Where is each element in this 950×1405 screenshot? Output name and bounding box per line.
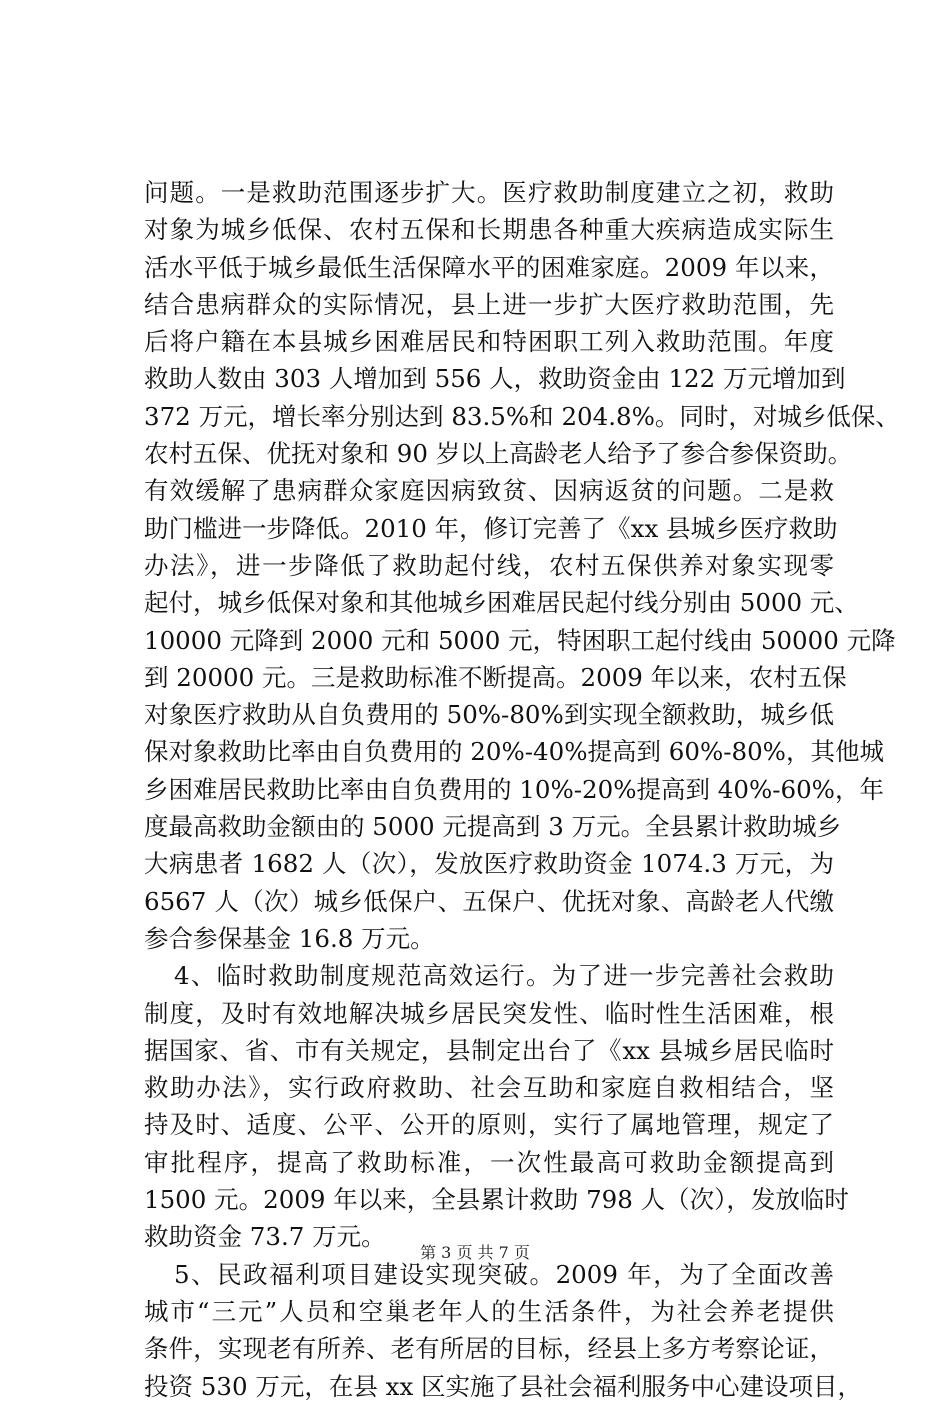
text-line: 6567 人（次）城乡低保户、五保户、优抚对象、高龄老人代缴 [144,886,834,916]
text-line: 制度，及时有效地解决城乡居民突发性、临时性生活困难，根 [144,998,834,1028]
text-line: 到 20000 元。三是救助标准不断提高。2009 年以来，农村五保 [144,662,847,692]
text-line: 10000 元降到 2000 元和 5000 元，特困职工起付线由 50000 元降 [144,625,896,655]
text-line: 对象为城乡低保、农村五保和长期患各种重大疾病造成实际生 [144,215,834,245]
text-line: 城市“三元”人员和空巢老年人的生活条件，为社会养老提供 [144,1296,834,1326]
text-line: 救助办法》，实行政府救助、社会互助和家庭自救相结合，坚 [144,1073,834,1103]
text-line: 372 万元，增长率分别达到 83.5%和 204.8%。同时，对城乡低保、 [144,401,900,431]
text-line: 起付，城乡低保对象和其他城乡困难居民起付线分别由 5000 元、 [144,588,859,618]
paragraph-start-line: 5、民政福利项目建设实现突破。2009 年，为了全面改善 [174,1259,834,1289]
text-line: 大病患者 1682 人（次），发放医疗救助资金 1074.3 万元，为 [144,849,834,879]
text-line: 结合患病群众的实际情况，县上进一步扩大医疗救助范围，先 [144,289,834,319]
text-line: 1500 元。2009 年以来，全县累计救助 798 人（次），发放临时 [144,1185,849,1215]
text-line: 救助人数由 303 人增加到 556 人，救助资金由 122 万元增加到 [144,364,846,394]
text-line: 乡困难居民救助比率由自负费用的 10%-20%提高到 40%-60%，年 [144,774,884,804]
text-line: 后将户籍在本县城乡困难居民和特困职工列入救助范围。年度 [144,327,834,357]
paragraph-start-line: 4、临时救助制度规范高效运行。为了进一步完善社会救助 [174,961,834,991]
text-line: 对象医疗救助从自负费用的 50%-80%到实现全额救助，城乡低 [144,700,834,730]
text-line: 投资 530 万元，在县 xx 区实施了县社会福利服务中心建设项目， [144,1371,863,1401]
text-line: 条件，实现老有所养、老有所居的目标，经县上多方考察论证， [144,1334,834,1364]
text-line: 助门槛进一步降低。2010 年，修订完善了《xx 县城乡医疗救助 [144,513,838,543]
text-line: 问题。一是救助范围逐步扩大。医疗救助制度建立之初，救助 [144,178,834,207]
text-line: 农村五保、优抚对象和 90 岁以上高龄老人给予了参合参保资助。 [144,439,853,469]
text-line: 参合参保基金 16.8 万元。 [144,923,435,953]
text-line: 有效缓解了患病群众家庭因病致贫、因病返贫的问题。二是救 [144,476,834,506]
document-body [144,174,900,1405]
text-line: 度最高救助金额由的 5000 元提高到 3 万元。全县累计救助城乡 [144,812,842,842]
text-line: 据国家、省、市有关规定，县制定出台了《xx 县城乡居民临时 [144,1035,834,1065]
text-line: 审批程序，提高了救助标准，一次性最高可救助金额提高到 [144,1147,834,1177]
text-line: 活水平低于城乡最低生活保障水平的困难家庭。2009 年以来， [144,252,834,282]
text-line: 救助资金 73.7 万元。 [144,1222,386,1252]
page-number-footer: 第 3 页 共 7 页 [420,1243,530,1262]
text-line: 办法》，进一步降低了救助起付线，农村五保供养对象实现零 [144,550,834,580]
text-line: 持及时、适度、公平、公开的原则，实行了属地管理，规定了 [144,1110,834,1140]
text-line: 保对象救助比率由自负费用的 20%-40%提高到 60%-80%，其他城 [144,737,884,767]
